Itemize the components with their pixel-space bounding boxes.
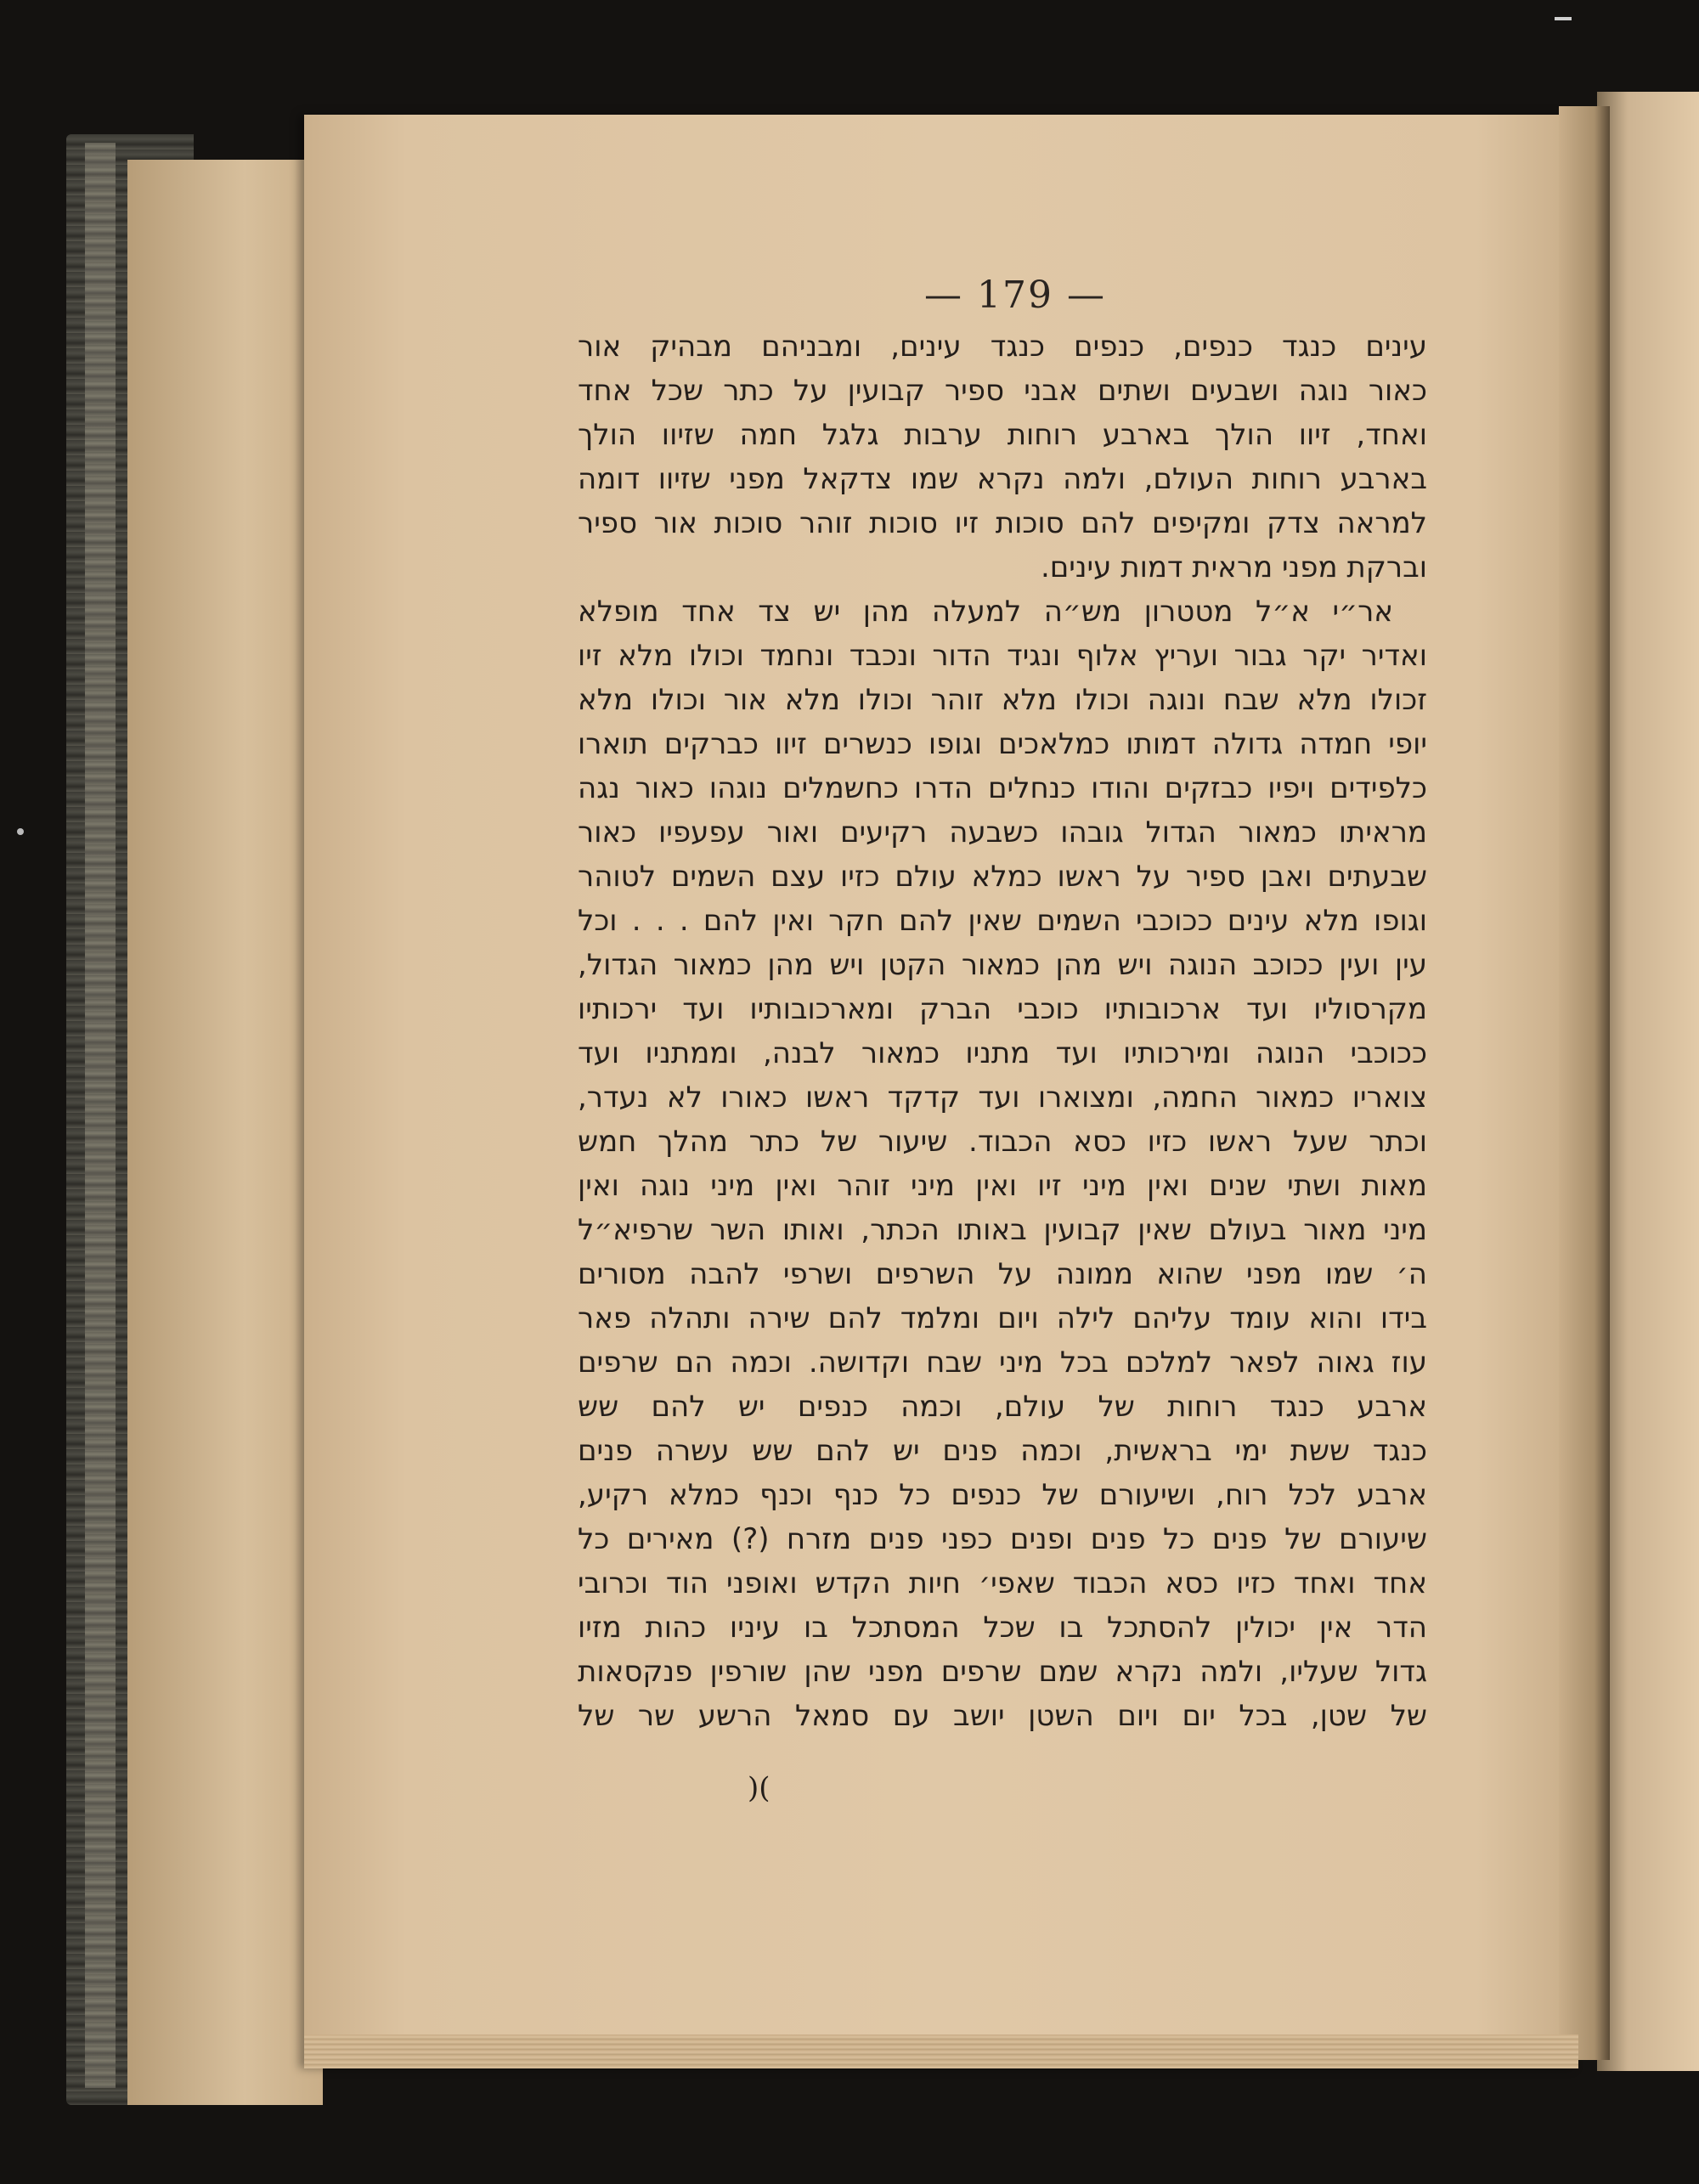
text-line: כאור נוגה ושבעים ושתים אבני ספיר קבועין על כתר שכל אחד bbox=[578, 374, 1427, 408]
text-line: שבעתים ואבן ספיר על ראשו כמלא עולם כזיו עצם השמים לטוהר bbox=[578, 860, 1427, 894]
text-line: של שטן, בכל יום ויום השטן יושב עם סמאל הרשע שר של bbox=[578, 1699, 1427, 1733]
text-line: עינים כנגד כנפים, כנפים כנגד עינים, ומבניהם מבהיק אור bbox=[578, 330, 1427, 364]
text-line: כנגד ששת ימי בראשית, וכמה פנים יש להם שש עשרה פנים bbox=[578, 1434, 1427, 1468]
page-stack-edge bbox=[304, 2034, 1578, 2068]
scan-dot bbox=[17, 828, 24, 835]
text-line: מראיתו כמאור הגדול גובהו כשבעה רקיעים ואור עפעפיו כאור bbox=[578, 815, 1427, 849]
text-line: מקרסוליו ועד ארכובותיו כוכבי הברק ומארכובותיו ועד ירכותיו bbox=[578, 992, 1427, 1026]
footer-mark: )( bbox=[748, 1771, 770, 1805]
text-line: מיני מאור בעולם שאין קבועין באותו הכתר, ואותו השר שרפיא״ל bbox=[578, 1213, 1427, 1247]
text-line: זכולו מלא שבח ונוגה וכולו מלא זוהר וכולו מלא אור וכולו מלא bbox=[578, 683, 1427, 717]
text-line: גדול שעליו, ולמה נקרא שמם שרפים מפני שהן שורפין פנקסאות bbox=[578, 1655, 1427, 1689]
text-line: ואדיר יקר גבור ועריץ אלוף ונגיד הדור ונכבד ונחמד וכולו מלא זיו bbox=[578, 639, 1427, 673]
scan-mark bbox=[1555, 17, 1572, 20]
text-line: ארבע לכל רוח, ושיעורם של כנפים כל כנף וכנף כמלא רקיע, bbox=[578, 1478, 1427, 1512]
text-line: שיעורם של פנים כל פנים ופנים כפני פנים מזרח (?) מאירים כל bbox=[578, 1522, 1427, 1556]
next-page-edge bbox=[1597, 92, 1699, 2071]
text-line: אר״י א״ל מטטרון מש״ה למעלה מהן יש צד אחד מופלא bbox=[578, 595, 1393, 629]
text-line: ואחד, זיוו הולך בארבע רוחות ערבות גלגל חמה שזיוו הולך bbox=[578, 418, 1427, 452]
text-line: צואריו כמאור החמה, ומצוארו ועד קדקד ראשו כאורו לא נעדר, bbox=[578, 1081, 1427, 1115]
text-line: הדר אין יכולין להסתכל בו שכל המסתכל בו עיניו כהות מזיו bbox=[578, 1611, 1427, 1645]
text-line: מאות ושתי שנים ואין מיני זיו ואין מיני זוהר ואין מיני נוגה ואין bbox=[578, 1169, 1427, 1203]
text-line: בארבע רוחות העולם, ולמה נקרא שמו צדקאל מפני שזיוו דומה bbox=[578, 462, 1427, 496]
text-line: כלפידים ויפיו כבזקים והודו כנחלים הדרו כחשמלים נוגהו כאור נגה bbox=[578, 771, 1427, 805]
text-line: וכתר שעל ראשו כזיו כסא הכבוד. שיעור של כתר מהלך חמש bbox=[578, 1125, 1427, 1159]
text-line: וגופו מלא עינים ככוכבי השמים שאין להם חקר ואין להם . . . וכל bbox=[578, 904, 1427, 938]
page-number: — 179 — bbox=[924, 274, 1106, 317]
book-spine-edge bbox=[85, 143, 116, 2088]
text-line: עין ועין ככוכב הנוגה ויש מהן כמאור הקטן ויש מהן כמאור הגדול, bbox=[578, 948, 1427, 982]
text-line: ככוכבי הנוגה ומירכותיו ועד מתניו כמאור לבנה, וממתניו ועד bbox=[578, 1036, 1427, 1070]
facing-page-edge bbox=[127, 160, 323, 2105]
text-line: ארבע כנגד רוחות של עולם, וכמה כנפים יש להם שש bbox=[578, 1390, 1427, 1424]
text-line: עוז גאוה לפאר למלכם בכל מיני שבח וקדושה. וכמה הם שרפים bbox=[578, 1346, 1427, 1380]
body-text bbox=[578, 324, 1427, 1738]
text-line: אחד ואחד כזיו כסא הכבוד שאפי׳ חיות הקדש ואופני הוד וכרובי bbox=[578, 1566, 1427, 1600]
text-line: וברקת מפני מראית דמות עינים. bbox=[1040, 550, 1427, 584]
text-line: יופי חמדה גדולה דמותו כמלאכים וגופו כנשרים זיוו כברקים תוארו bbox=[578, 727, 1427, 761]
text-line: למראה צדק ומקיפים להם סוכות זיו סוכות זוהר סוכות אור ספיר bbox=[578, 506, 1427, 540]
text-line: בידו והוא עומד עליהם לילה ויום ומלמד להם שירה ותהלה פאר bbox=[578, 1301, 1427, 1335]
text-line: ה׳ שמו מפני שהוא ממונה על השרפים ושרפי להבה מסורים bbox=[578, 1257, 1427, 1291]
page-gutter bbox=[1559, 106, 1610, 2060]
